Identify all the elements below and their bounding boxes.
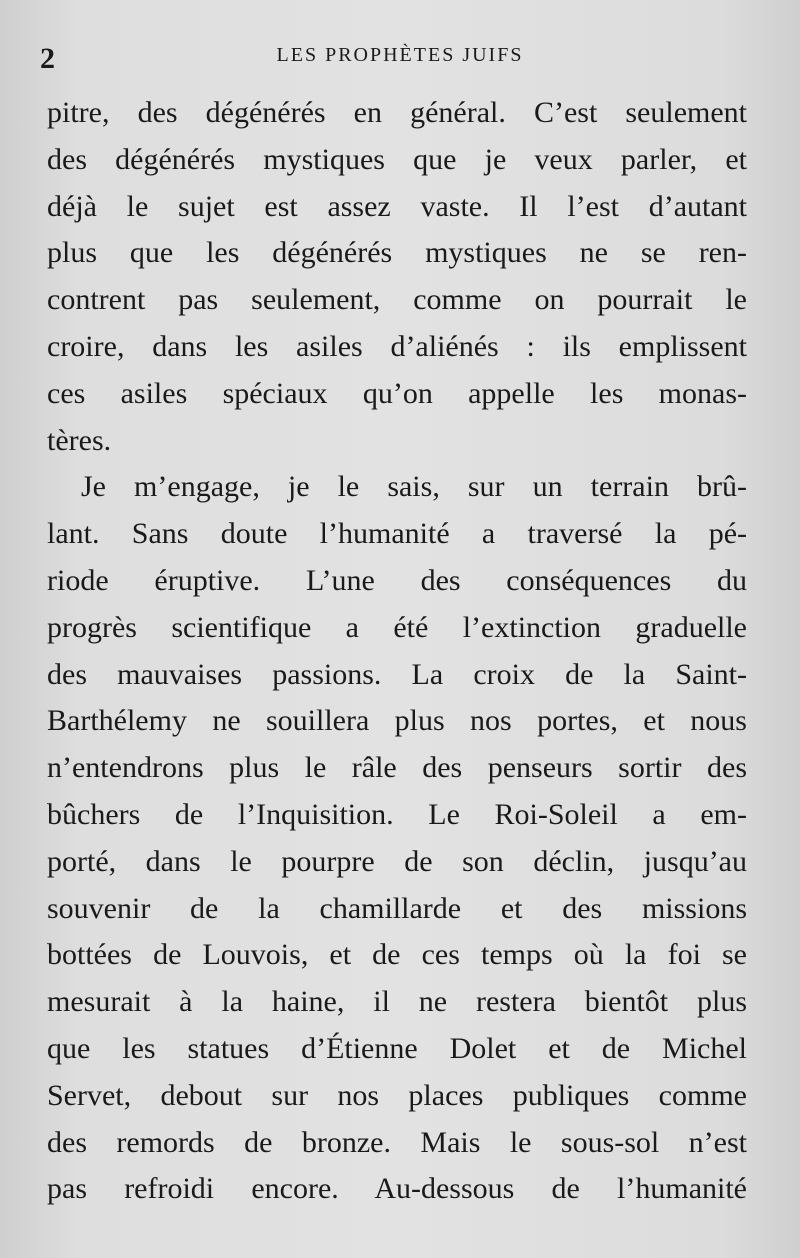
text-line: déjà le sujet est assez vaste. Il l’est d’autant xyxy=(47,189,747,223)
text-line: croire, dans les asiles d’aliénés : ils emplissent xyxy=(47,329,747,363)
page-number: 2 xyxy=(40,42,55,75)
text-line: Je m’engage, je le sais, sur un terrain brû- xyxy=(81,470,747,504)
text-line: des remords de bronze. Mais le sous-sol n’est xyxy=(47,1125,747,1159)
text-line: Servet, debout sur nos places publiques comme xyxy=(47,1078,747,1112)
text-line: progrès scientifique a été l’extinction graduelle xyxy=(47,610,747,644)
text-line: ces asiles spéciaux qu’on appelle les monas- xyxy=(47,376,747,410)
running-head xyxy=(40,38,760,74)
text-line: n’entendrons plus le râle des penseurs sortir des xyxy=(47,751,747,785)
text-line: que les statues d’Étienne Dolet et de Michel xyxy=(47,1031,747,1065)
text-line: des mauvaises passions. La croix de la Saint- xyxy=(47,657,747,691)
text-line: riode éruptive. L’une des conséquences du xyxy=(47,563,747,597)
text-line: lant. Sans doute l’humanité a traversé la pé- xyxy=(47,517,747,551)
body-text xyxy=(47,90,747,1213)
text-line: pas refroidi encore. Au-dessous de l’humanité xyxy=(47,1172,747,1206)
text-line: souvenir de la chamillarde et des missions xyxy=(47,891,747,925)
text-line: contrent pas seulement, comme on pourrait le xyxy=(47,283,747,317)
text-line: Barthélemy ne souillera plus nos portes, et nous xyxy=(47,704,747,738)
text-line: bottées de Louvois, et de ces temps où la foi se xyxy=(47,938,747,972)
running-title: LES PROPHÈTES JUIFS xyxy=(276,44,524,66)
text-line: plus que les dégénérés mystiques ne se ren- xyxy=(47,236,747,270)
text-line: bûchers de l’Inquisition. Le Roi-Soleil a em- xyxy=(47,797,747,831)
text-line: mesurait à la haine, il ne restera bientôt plus xyxy=(47,985,747,1019)
text-line: pitre, des dégénérés en général. C’est seulement xyxy=(47,96,747,129)
text-line: porté, dans le pourpre de son déclin, jusqu’au xyxy=(47,844,747,878)
text-line: des dégénérés mystiques que je veux parler, et xyxy=(47,142,747,176)
text-line: tères. xyxy=(47,423,112,457)
